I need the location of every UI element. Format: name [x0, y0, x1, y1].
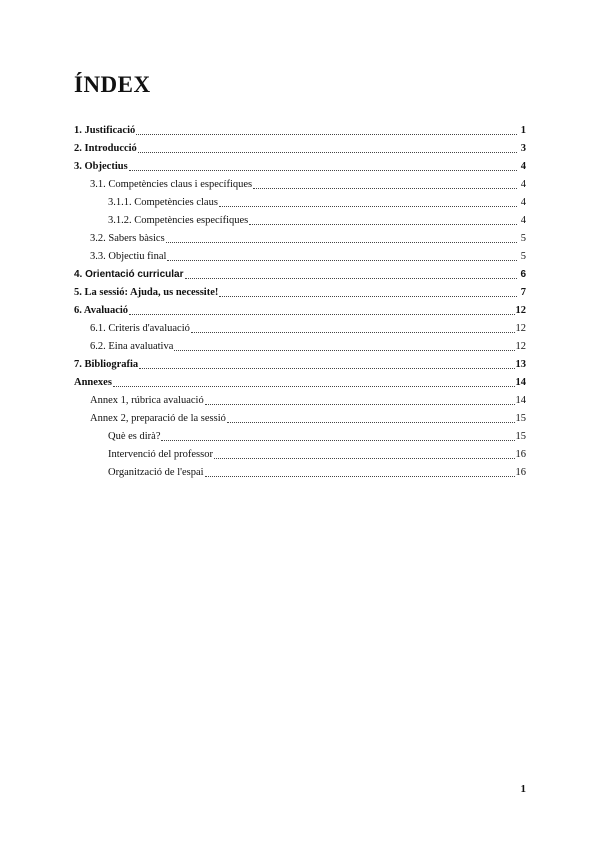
toc-entry-label: 5. La sessió: Ajuda, us necessite!	[74, 287, 219, 298]
dot-leader	[205, 404, 515, 405]
toc-entry-page: 7	[520, 287, 526, 298]
toc-entry-orientacio-curricular[interactable]	[74, 266, 526, 284]
toc-entry-label: 4. Orientació curricular	[74, 269, 184, 280]
page-title: ÍNDEX	[74, 72, 151, 97]
toc-entry-page: 13	[515, 359, 526, 370]
toc-entry-page: 16	[515, 449, 526, 460]
toc-entry-page: 5	[520, 251, 526, 262]
toc-entry-page: 4	[520, 197, 526, 208]
toc-entry-page: 4	[520, 179, 526, 190]
dot-leader	[174, 350, 514, 351]
toc-entry-criteris-avaluacio[interactable]	[74, 320, 526, 338]
toc-entry-label: 3.1.2. Competències específiques	[108, 215, 249, 226]
toc-entry-justificacio[interactable]	[74, 122, 526, 140]
dot-leader	[205, 476, 515, 477]
toc-entry-page: 15	[515, 431, 526, 442]
dot-leader	[185, 278, 518, 279]
toc-entry-eina-avaluativa[interactable]	[74, 338, 526, 356]
toc-entry-competencies[interactable]	[74, 176, 526, 194]
toc-entry-page: 3	[520, 143, 526, 154]
toc-entry-label: 3.1.1. Competències claus	[108, 197, 218, 208]
page-number: 1	[520, 783, 526, 795]
toc-entry-label: 3.3. Objectiu final	[90, 251, 167, 262]
toc-entry-label: Què es dirà?	[108, 431, 161, 442]
dot-leader	[129, 314, 514, 315]
toc-entry-objectius[interactable]	[74, 158, 526, 176]
toc-entry-page: 4	[520, 215, 526, 226]
toc-entry-label: 6.1. Criteris d'avaluació	[90, 323, 190, 334]
toc-entry-competencies-especifiques[interactable]	[74, 212, 526, 230]
toc-entry-label: Annex 2, preparació de la sessió	[90, 413, 226, 424]
toc-entry-label: 3. Objectius	[74, 161, 128, 172]
dot-leader	[161, 440, 514, 441]
toc-entry-label: 6.2. Eina avaluativa	[90, 341, 174, 352]
table-of-contents	[74, 122, 526, 482]
toc-entry-sabers-basics[interactable]	[74, 230, 526, 248]
toc-entry-annex-1[interactable]	[74, 392, 526, 410]
toc-entry-page: 16	[515, 467, 526, 478]
toc-entry-label: 2. Introducció	[74, 143, 137, 154]
toc-entry-competencies-claus[interactable]	[74, 194, 526, 212]
toc-entry-page: 12	[515, 341, 526, 352]
dot-leader	[219, 296, 517, 297]
toc-entry-que-es-dira[interactable]	[74, 428, 526, 446]
toc-entry-page: 14	[515, 395, 526, 406]
dot-leader	[214, 458, 515, 459]
dot-leader	[227, 422, 515, 423]
toc-entry-page: 1	[520, 125, 526, 136]
dot-leader	[166, 242, 517, 243]
dot-leader	[219, 206, 517, 207]
dot-leader	[113, 386, 515, 387]
toc-entry-introduccio[interactable]	[74, 140, 526, 158]
dot-leader	[129, 170, 517, 171]
toc-entry-annex-2[interactable]	[74, 410, 526, 428]
toc-entry-intervencio-professor[interactable]	[74, 446, 526, 464]
toc-entry-page: 12	[515, 323, 526, 334]
dot-leader	[138, 152, 517, 153]
toc-entry-objectiu-final[interactable]	[74, 248, 526, 266]
dot-leader	[249, 224, 517, 225]
toc-entry-label: Annexes	[74, 377, 112, 388]
toc-entry-page: 12	[515, 305, 526, 316]
toc-entry-page: 6	[520, 269, 526, 280]
toc-entry-page: 14	[515, 377, 526, 388]
toc-entry-avaluacio[interactable]	[74, 302, 526, 320]
dot-leader	[136, 134, 517, 135]
toc-entry-label: 3.1. Competències claus i específiques	[90, 179, 253, 190]
toc-entry-page: 4	[520, 161, 526, 172]
toc-entry-la-sessio[interactable]	[74, 284, 526, 302]
toc-entry-bibliografia[interactable]	[74, 356, 526, 374]
toc-entry-label: Intervenció del professor	[108, 449, 213, 460]
toc-entry-label: 1. Justificació	[74, 125, 136, 136]
toc-entry-label: Annex 1, rúbrica avaluació	[90, 395, 204, 406]
toc-entry-annexes[interactable]	[74, 374, 526, 392]
toc-entry-label: Organització de l'espai	[108, 467, 204, 478]
toc-entry-page: 5	[520, 233, 526, 244]
dot-leader	[253, 188, 517, 189]
toc-entry-page: 15	[515, 413, 526, 424]
toc-entry-organitzacio-espai[interactable]	[74, 464, 526, 482]
toc-entry-label: 6. Avaluació	[74, 305, 129, 316]
dot-leader	[139, 368, 514, 369]
toc-entry-label: 3.2. Sabers bàsics	[90, 233, 165, 244]
dot-leader	[191, 332, 515, 333]
toc-entry-label: 7. Bibliografia	[74, 359, 139, 370]
dot-leader	[167, 260, 517, 261]
